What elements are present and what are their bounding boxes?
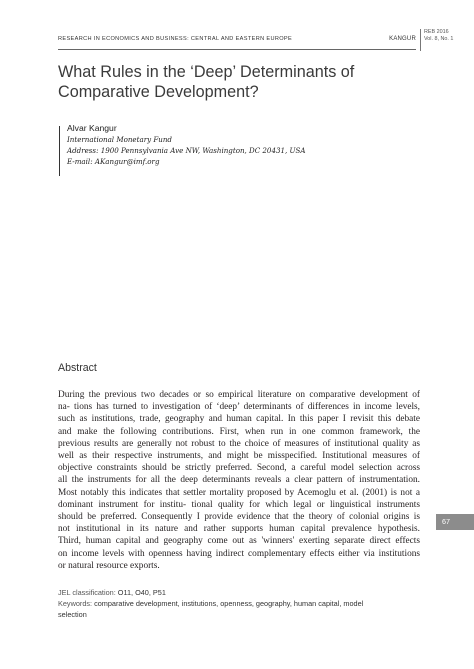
- title-line-2: Comparative Development?: [58, 83, 259, 101]
- issue-year: REB 2016: [424, 29, 449, 35]
- author-block: [67, 122, 407, 167]
- running-header: [58, 34, 416, 46]
- running-author: KANGUR: [389, 36, 416, 42]
- header-rule: [58, 49, 416, 50]
- abstract-heading: Abstract: [58, 362, 97, 374]
- author-name: Alvar Kangur: [67, 123, 117, 133]
- jel-label: JEL classification:: [58, 588, 118, 597]
- header-divider: [420, 29, 421, 51]
- author-email: E-mail: AKangur@imf.org: [67, 157, 160, 166]
- keywords-line-1: comparative development, institutions, openness, geography, human capital, model: [94, 599, 364, 608]
- issue-info: [424, 29, 453, 43]
- jel-classification: [58, 587, 420, 598]
- abstract-line: such as institutions, trade, geography and human capital. In this paper I revisit this debate: [58, 414, 420, 425]
- page-number: 67: [442, 517, 450, 526]
- abstract-line: na- tions has turned to investigation of ‘deep’ determinants of differences in income levels,: [58, 402, 420, 413]
- jel-codes: O11, O40, P51: [117, 588, 166, 597]
- author-address: Address: 1900 Pennsylvania Ave NW, Washington, DC 20431, USA: [67, 146, 306, 155]
- keywords: [58, 598, 420, 620]
- abstract-line: Most notably this indicates that settler mortality proposed by Acemoglu et al. (2001) is not a: [58, 487, 420, 498]
- abstract-line: dominant instrument for institu- tional quality for which legal or linguistical instruments: [58, 499, 420, 510]
- abstract-body: [58, 389, 420, 572]
- author-rule: [59, 126, 60, 176]
- keywords-label: Keywords:: [58, 599, 95, 608]
- abstract-line: should be preferred. Consequently I provide evidence that the theory of colonial origins is: [58, 512, 420, 523]
- abstract-line: Third, human capital and geography come out as 'winners' exerting separate direct effects: [58, 536, 420, 547]
- abstract-line: all the instruments for all the deep determinants reveals a clear pattern of instrumentation.: [58, 475, 420, 486]
- page-number-tab: [436, 514, 474, 530]
- author-affiliation: International Monetary Fund: [67, 135, 172, 144]
- journal-name: RESEARCH IN ECONOMICS AND BUSINESS: CENTRAL AND EASTERN EUROPE: [58, 36, 293, 42]
- abstract-line: During the previous two decades or so empirical literature on comparative development of: [58, 390, 420, 400]
- abstract-line: objective constraints should be strictly preferred. Second, a careful model selection across: [58, 463, 420, 474]
- keywords-line-2: selection: [58, 610, 87, 619]
- article-title: [58, 62, 418, 102]
- abstract-line: not institutional in its nature and rather supports human capital prevalence hypothesis.: [58, 524, 420, 535]
- abstract-line: on income levels with openness having indirect complementary effects either via institutions: [58, 548, 420, 559]
- abstract-line: and make the following contributions. First, when run in one common framework, the: [58, 426, 420, 437]
- title-line-1: What Rules in the ‘Deep’ Determinants of: [58, 63, 355, 81]
- abstract-line: or natural resource exports.: [58, 560, 160, 571]
- abstract-line: well as their respective instruments, and might be misspecified. Institutional measures of: [58, 451, 420, 462]
- issue-volume: Vol. 8, No. 1: [424, 36, 454, 42]
- abstract-line: previous results are generally not robust to the choice of measures of institutional quality as: [58, 438, 420, 449]
